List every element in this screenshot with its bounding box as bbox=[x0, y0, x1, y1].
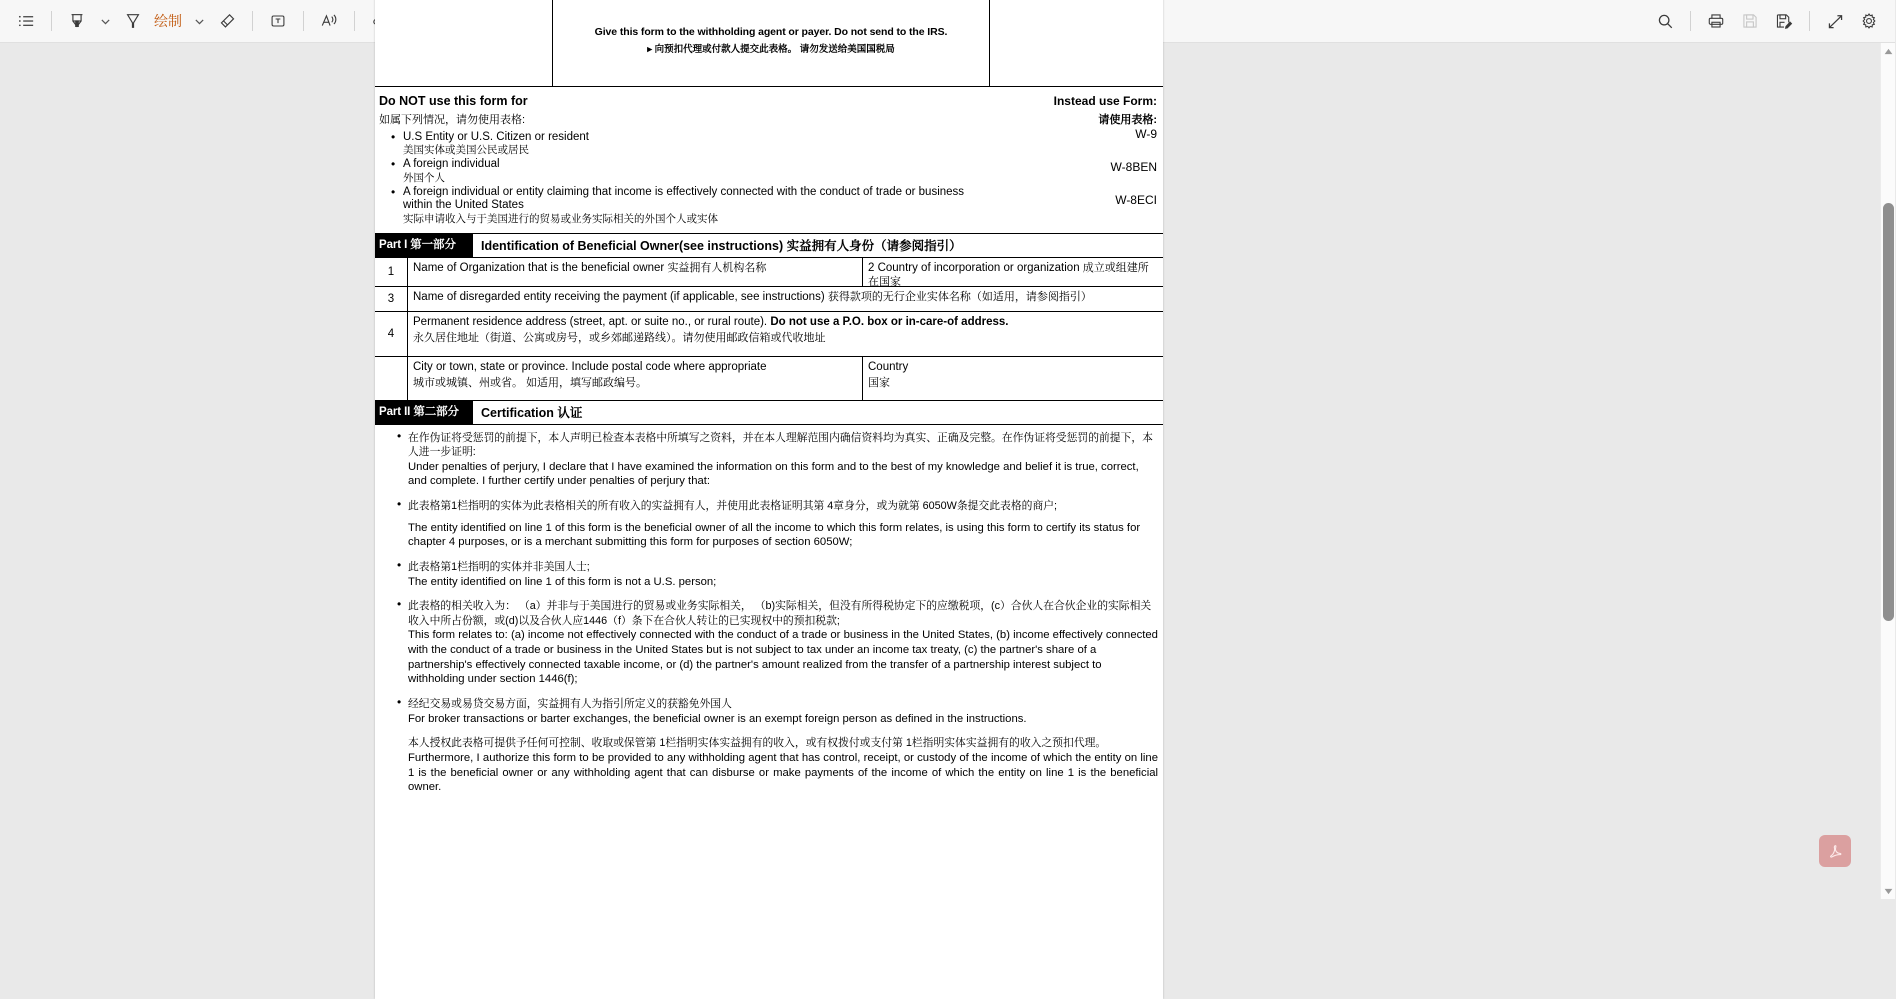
scroll-down-arrow-icon[interactable] bbox=[1881, 883, 1896, 899]
top-band-right-cell bbox=[990, 0, 1163, 86]
line-number-blank bbox=[375, 357, 408, 400]
toolbar-divider bbox=[303, 11, 304, 31]
city-country-body bbox=[408, 357, 1163, 400]
item-cn: • 经纪交易或易贷交易方面，实益拥有人为指引所定义的获豁免外国人 bbox=[408, 698, 732, 711]
item-en: • A foreign individual bbox=[403, 158, 500, 171]
form-row-line4 bbox=[375, 312, 1163, 357]
vertical-scrollbar[interactable] bbox=[1880, 43, 1895, 899]
save-icon[interactable] bbox=[1734, 6, 1766, 36]
adobe-pdf-badge[interactable] bbox=[1819, 835, 1851, 867]
item-cn: 美国实体或美国公民或居民 bbox=[403, 144, 529, 157]
list-item bbox=[380, 560, 1158, 589]
country-of-incorporation-field[interactable] bbox=[863, 258, 1163, 289]
search-icon[interactable] bbox=[1649, 6, 1681, 36]
label-en: City or town, state or province. Include postal code where appropriate bbox=[413, 360, 767, 373]
part-2-tag: Part II 第二部分 bbox=[375, 401, 473, 424]
country-field[interactable] bbox=[863, 357, 1163, 400]
label-en: Permanent residence address (street, apt. or suite no., or rural route). bbox=[413, 315, 768, 328]
part-2-title: Certification 认证 bbox=[481, 405, 583, 420]
label-cn: 实益拥有人机构名称 bbox=[667, 261, 767, 274]
give-form-instruction-en: Give this form to the withholding agent or payer. Do not send to the IRS. bbox=[594, 26, 948, 38]
pen-dropdown-caret-icon[interactable] bbox=[189, 6, 209, 36]
certification-list bbox=[380, 431, 1158, 795]
outline-list-icon[interactable] bbox=[10, 6, 42, 36]
instead-use-form-cn: 请使用表格: bbox=[1098, 114, 1157, 126]
list-item bbox=[379, 158, 990, 184]
toolbar-divider bbox=[51, 11, 52, 31]
spacer bbox=[990, 141, 1157, 160]
item-cn: 实际申请收入与于美国进行的贸易或业务实际相关的外国个人或实体 bbox=[403, 212, 718, 225]
label-cn: 城市或城镇、州或省。 如适用，填写邮政编号。 bbox=[413, 377, 648, 390]
label-cn: 获得款项的无行企业实体名称（如适用，请参阅指引） bbox=[827, 290, 1092, 303]
list-item bbox=[380, 431, 1158, 489]
label-en: Name of Organization that is the beneficial owner bbox=[413, 261, 665, 274]
item-en: The entity identified on line 1 of this form is not a U.S. person; bbox=[408, 575, 717, 588]
item-cn: • 此表格第1栏指明的实体并非美国人士; bbox=[408, 561, 590, 574]
label-cn: 国家 bbox=[868, 377, 890, 390]
form-w9: W-9 bbox=[1135, 127, 1157, 141]
pen-icon[interactable] bbox=[117, 6, 149, 36]
item-en: • U.S Entity or U.S. Citizen or resident bbox=[403, 131, 589, 143]
final-en: Furthermore, I authorize this form to be provided to any withholding agent that has control, receipt, or custody of the income of which the entity on line 1 is the beneficial owner or any withholding agent that can disburse or make payments of the income of which the entity on line 1 is the beneficial owner. bbox=[408, 751, 1158, 794]
part-1-header bbox=[375, 234, 1163, 258]
line-number-3: 3 bbox=[375, 287, 408, 311]
field-label bbox=[413, 290, 1159, 305]
give-form-instruction-cn: ▸ 向预扣代理或付款人提交此表格。 请勿发送给美国国税局 bbox=[647, 44, 895, 55]
draw-mode-label[interactable]: 绘制 bbox=[154, 13, 182, 29]
item-en: For broker transactions or barter exchanges, the beneficial owner is an exempt foreign person as defined in the instructions. bbox=[408, 712, 1027, 725]
form-row-line1 bbox=[375, 258, 1163, 287]
do-not-use-heading-en: Do NOT use this form for bbox=[379, 94, 528, 108]
field-label bbox=[413, 261, 858, 276]
pdf-page bbox=[375, 0, 1163, 999]
highlighter-icon[interactable] bbox=[61, 6, 93, 36]
scroll-up-arrow-icon[interactable] bbox=[1881, 43, 1896, 59]
toolbar-divider bbox=[354, 11, 355, 31]
list-item bbox=[379, 131, 990, 157]
label-cn: 成立或组建所在国家 bbox=[868, 261, 1149, 289]
part-1-title: Identification of Beneficial Owner(see instructions) 实益拥有人身份（请参阅指引） bbox=[481, 238, 962, 253]
item-cn: • 此表格第1栏指明的实体为此表格相关的所有收入的实益拥有人，并使用此表格证明其第 4章身分，或为就第 6050W条提交此表格的商户; bbox=[408, 500, 1058, 513]
toolbar-divider bbox=[1809, 11, 1810, 31]
form-row-line3 bbox=[375, 287, 1163, 312]
item-en: • A foreign individual or entity claiming that income is effectively connected with the conduct of trade or business within the United States bbox=[403, 185, 965, 212]
label-en: Country bbox=[868, 360, 909, 373]
scrollbar-thumb[interactable] bbox=[1883, 203, 1894, 621]
instead-use-form-en: Instead use Form: bbox=[1053, 94, 1157, 108]
item-en: Under penalties of perjury, I declare that I have examined the information on this form and to the best of my knowledge and belief it is true, correct, and complete. I further certify under penalties of perjury that: bbox=[408, 460, 1139, 488]
toolbar-divider bbox=[252, 11, 253, 31]
list-item bbox=[380, 499, 1158, 550]
do-not-use-section bbox=[375, 87, 1163, 234]
spacer bbox=[990, 174, 1157, 193]
label-en-bold: Do not use a P.O. box or in-care-of address. bbox=[770, 315, 1009, 328]
item-cn: • 此表格的相关收入为： （a）并非与于美国进行的贸易或业务实际相关， （b)实际相关，但没有所得税协定下的应缴税项，(c）合伙人在合伙企业的实际相关收入中所占份额，或(d)以及合伙人应1446（f）条下在合伙人转让的已实现权中的预扣税款; bbox=[408, 600, 1152, 627]
form-top-band bbox=[375, 0, 1163, 87]
highlighter-dropdown-caret-icon[interactable] bbox=[95, 6, 115, 36]
city-state-field[interactable] bbox=[408, 357, 863, 400]
item-en: This form relates to: (a) income not effectively connected with the conduct of a trade or business in the United States, (b) income effectively connected with the conduct of a trade or business in the United States but is not subject to tax under an income tax treaty, (c) the partner's share of a partnership's effectively connected taxable income, or (d) the partner's amount realized from the transfer of a partnership interest subject to withholding under section 1446(f); bbox=[408, 629, 1158, 686]
field-label bbox=[413, 315, 1159, 329]
form-w8ben: W-8BEN bbox=[1110, 160, 1157, 174]
item-en: The entity identified on line 1 of this form is the beneficial owner of all the income to which this form relates, is using this form to certify its status for chapter 4 purposes, or is a merchant submitting this form for purposes of section 6050W; bbox=[408, 521, 1141, 549]
instead-use-form-column bbox=[990, 87, 1163, 233]
item-cn: • 在作伪证将受惩罚的前提下，本人声明已检查本表格中所填写之资料，并在本人理解范围内确信资料均为真实、正确及完整。在作伪证将受惩罚的前提下，本人进一步证明: bbox=[408, 431, 1153, 459]
expand-icon[interactable] bbox=[1819, 6, 1851, 36]
item-cn: 外国个人 bbox=[403, 171, 445, 184]
form-row-city-country bbox=[375, 357, 1163, 401]
label-cn: 永久居住地址（街道、公寓或房号，或乡郊邮递路线）。请勿使用邮政信箱或代收地址 bbox=[413, 332, 826, 345]
list-item bbox=[379, 186, 990, 226]
part-2-header bbox=[375, 401, 1163, 425]
label-en: Name of disregarded entity receiving the payment (if applicable, see instructions) bbox=[413, 290, 825, 303]
top-band-left-cell bbox=[375, 0, 553, 86]
label-en: 2 Country of incorporation or organization bbox=[868, 261, 1080, 274]
do-not-use-list bbox=[379, 131, 990, 226]
save-as-icon[interactable] bbox=[1768, 6, 1800, 36]
permanent-address-field[interactable] bbox=[408, 312, 1163, 356]
toolbar-divider bbox=[1690, 11, 1691, 31]
certification-body bbox=[375, 425, 1163, 813]
list-item bbox=[380, 697, 1158, 726]
disregarded-entity-field[interactable] bbox=[408, 287, 1163, 311]
line-number-4: 4 bbox=[375, 312, 408, 356]
pdf-viewer bbox=[0, 26, 1895, 899]
part-1-tag: Part I 第一部分 bbox=[375, 234, 473, 257]
settings-gear-icon[interactable] bbox=[1853, 6, 1885, 36]
line1-body bbox=[408, 258, 1163, 289]
list-item bbox=[380, 599, 1158, 687]
eraser-icon[interactable] bbox=[211, 6, 243, 36]
beneficial-owner-name-field[interactable] bbox=[408, 258, 863, 286]
print-icon[interactable] bbox=[1700, 6, 1732, 36]
line-number-1: 1 bbox=[375, 258, 408, 286]
text-box-icon[interactable] bbox=[262, 6, 294, 36]
do-not-use-left bbox=[375, 87, 990, 233]
toolbar-right-group bbox=[1649, 6, 1885, 36]
final-cn: 本人授权此表格可提供予任何可控制、收取或保管第 1栏指明实体实益拥有的收入，或有权拨付或支付第 1栏指明实体实益拥有的收入之预扣代理。 bbox=[408, 737, 1107, 750]
read-aloud-icon[interactable] bbox=[313, 6, 345, 36]
top-band-instruction-cell bbox=[553, 0, 990, 86]
form-w8eci: W-8ECI bbox=[1115, 193, 1157, 207]
do-not-use-heading-cn: 如属下列情况，请勿使用表格: bbox=[379, 114, 526, 126]
certification-final bbox=[380, 736, 1158, 795]
toolbar-left-group bbox=[10, 6, 396, 36]
